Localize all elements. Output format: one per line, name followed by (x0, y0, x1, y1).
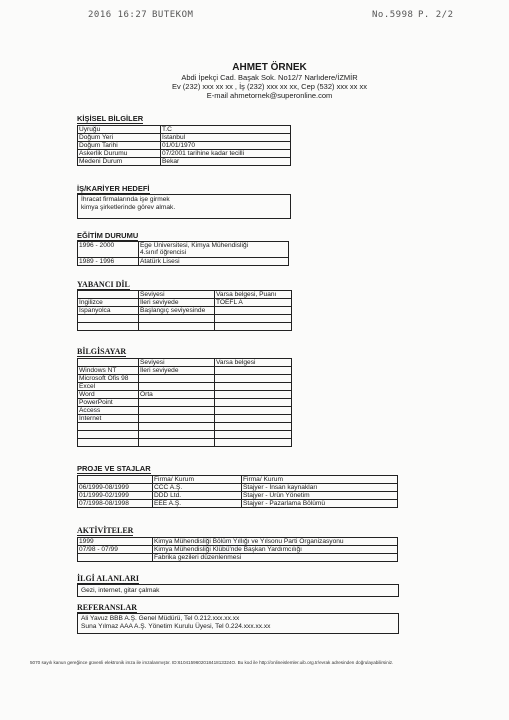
fax-page: P. 2/2 (418, 10, 454, 20)
table-cell: Seviyesi (139, 291, 215, 299)
table-row (78, 134, 291, 142)
table-header (78, 476, 398, 484)
table-row (78, 484, 398, 492)
table-row (78, 323, 292, 331)
phone-numbers: Ev (232) xxx xx xx , İş (232) xxx xx xx, Cep (532) xxx xx xx (171, 82, 368, 91)
table-row (78, 415, 292, 423)
fax-number: No.5998 (372, 10, 414, 20)
table-row (78, 546, 398, 554)
table-cell: Windows NT (78, 367, 139, 375)
table-cell: Kimya Mühendisliği Bölüm Yıllığı ve Yılsonu Parti Organizasyonu (153, 538, 398, 546)
table-row (78, 375, 292, 383)
table-cell (78, 359, 139, 367)
table-cell: Kimya Mühendisliği Klübü'nde Başkan Yardımcılığı (153, 546, 398, 554)
section-title-references: REFERANSLAR (77, 603, 138, 612)
table-cell: Firma/ Kurum (153, 476, 242, 484)
table-cell: İleri seviyede (139, 299, 215, 307)
table-cell (139, 399, 215, 407)
table-cell: 1989 - 1996 (78, 258, 139, 266)
table-cell: 1999 (78, 538, 153, 546)
table-cell: Stajyer - İnsan kaynakları (242, 484, 398, 492)
table-row (78, 383, 292, 391)
table-cell (139, 323, 215, 331)
table-row (78, 158, 291, 166)
fax-datetime: 2016 16:27 (88, 10, 148, 20)
table-cell: TOEFL A (215, 299, 292, 307)
table-cell: 01/1999-02/1999 (78, 492, 153, 500)
table-row (78, 307, 292, 315)
table-cell: DDD Ltd. (153, 492, 242, 500)
table-cell: İleri seviyede (139, 367, 215, 375)
table-header (78, 359, 292, 367)
table-cell: Orta (139, 391, 215, 399)
activities-table (77, 537, 398, 562)
table-cell (215, 407, 292, 415)
table-row (78, 431, 292, 439)
table-cell (215, 367, 292, 375)
table-cell (139, 375, 215, 383)
table-cell: 07/2001 tarihine kadar tecilli (161, 150, 291, 158)
table-cell (78, 323, 139, 331)
education-table (77, 241, 289, 266)
table-cell: Başlangıç seviyesinde (139, 307, 215, 315)
table-row (78, 423, 292, 431)
table-cell: İngilizce (78, 299, 139, 307)
table-cell: EEE A.Ş. (153, 500, 242, 508)
table-cell: Fabrika gezileri düzenlenmesi (153, 554, 398, 562)
table-cell (78, 554, 153, 562)
table-cell: CCC A.Ş. (153, 484, 242, 492)
table-cell: 07/1998-08/1998 (78, 500, 153, 508)
interests-box: Gezi, internet, gitar çalmak (77, 584, 399, 597)
table-cell: Excel (78, 383, 139, 391)
section-title-computer: BİLGİSAYAR (77, 347, 127, 356)
table-cell (215, 399, 292, 407)
section-title-education: EĞİTİM DURUMU (77, 231, 139, 240)
table-cell: 07/98 - 07/99 (78, 546, 153, 554)
section-title-languages: YABANCI DİL (77, 280, 130, 289)
table-cell (78, 315, 139, 323)
table-row (78, 150, 291, 158)
applicant-name: AHMET ÖRNEK (232, 62, 307, 73)
table-row (78, 391, 292, 399)
section-title-interests: İLGİ ALANLARI (77, 574, 140, 583)
reference-line: Ali Yavuz BBB A.Ş. Genel Müdürü, Tel 0.212.xxx.xx.xx (81, 615, 240, 622)
table-row (78, 242, 289, 258)
table-row (78, 315, 292, 323)
table-cell (139, 407, 215, 415)
table-cell: Microsoft Ofis 98 (78, 375, 139, 383)
section-title-projects: PROJE VE STAJLAR (77, 464, 151, 473)
table-cell (78, 423, 139, 431)
table-row (78, 399, 292, 407)
table-cell: Atatürk Lisesi (139, 258, 289, 266)
computer-table (77, 358, 292, 447)
email: E-mail ahmetornek@superonline.com (206, 91, 333, 100)
table-cell: Doğum Tarihi (78, 142, 161, 150)
cv-header (0, 62, 509, 100)
table-cell (215, 415, 292, 423)
objective-box (77, 194, 291, 219)
table-row (78, 299, 292, 307)
table-cell: Word (78, 391, 139, 399)
table-cell (215, 439, 292, 447)
table-row (78, 554, 398, 562)
table-cell: Seviyesi (139, 359, 215, 367)
table-cell (139, 423, 215, 431)
table-cell (215, 307, 292, 315)
section-title-personal: KİŞİSEL BİLGİLER (77, 114, 144, 123)
table-row (78, 367, 292, 375)
table-cell (78, 291, 139, 299)
section-title-objective: İŞ/KARİYER HEDEFİ (77, 184, 150, 193)
table-cell: Varsa belgesi, Puanı (215, 291, 292, 299)
table-cell: Access (78, 407, 139, 415)
table-cell (78, 439, 139, 447)
table-cell: Varsa belgesi (215, 359, 292, 367)
table-cell: 01/01/1970 (161, 142, 291, 150)
table-row (78, 407, 292, 415)
table-row (78, 500, 398, 508)
section-title-activities: AKTİVİTELER (77, 526, 134, 535)
e-signature-footer: 5070 sayılı kanun gereğince güvenli elektronik imza ile imzalanmıştır. ID:610415960201841813324O. Bu kod ile http://onlineislemler.uib.org.tr/evrak adresinden doğrulayabilirsiniz. (30, 660, 394, 665)
table-cell: Uyruğu (78, 126, 161, 134)
objective-line: İhracat firmalarında işe girmek (81, 196, 170, 203)
table-row (78, 126, 291, 134)
table-cell: Askerlik Durumu (78, 150, 161, 158)
address: Abdi İpekçi Cad. Başak Sok. No12/7 Narlıdere/İZMİR (181, 73, 358, 82)
projects-table (77, 475, 398, 508)
table-row (78, 142, 291, 150)
table-cell (215, 431, 292, 439)
table-cell: Medeni Durum (78, 158, 161, 166)
table-cell (78, 476, 153, 484)
table-cell: Doğum Yeri (78, 134, 161, 142)
table-cell: PowerPoint (78, 399, 139, 407)
table-cell (215, 315, 292, 323)
table-cell (215, 375, 292, 383)
languages-table (77, 290, 292, 331)
fax-sender: BUTEKOM (152, 10, 194, 20)
table-cell (215, 391, 292, 399)
table-cell (139, 439, 215, 447)
table-cell (139, 383, 215, 391)
table-cell: T.C (161, 126, 291, 134)
table-cell: Firma/ Kurum (242, 476, 398, 484)
table-cell (215, 383, 292, 391)
objective-line: kimya şirketlerinde görev almak. (81, 204, 176, 211)
table-cell (139, 315, 215, 323)
table-cell: İspanyolca (78, 307, 139, 315)
table-header (78, 291, 292, 299)
table-row (78, 258, 289, 266)
table-cell (139, 415, 215, 423)
table-cell: Ege Üniversitesi, Kimya Mühendisliği 4.sınıf öğrencisi (139, 242, 289, 258)
personal-table (77, 125, 291, 166)
table-cell (139, 431, 215, 439)
table-cell: 06/1999-08/1999 (78, 484, 153, 492)
table-cell: Stajyer - Ürün Yönetim (242, 492, 398, 500)
table-cell: Internet (78, 415, 139, 423)
table-cell: Stajyer - Pazarlama Bölümü (242, 500, 398, 508)
table-cell: Bekar (161, 158, 291, 166)
table-row (78, 492, 398, 500)
table-row (78, 538, 398, 546)
table-row (78, 439, 292, 447)
reference-line: Suna Yılmaz AAA A.Ş. Yönetim Kurulu Üyesi, Tel 0.224.xxx.xx.xx (81, 623, 271, 630)
references-box (77, 613, 399, 634)
table-cell: 1996 - 2000 (78, 242, 139, 258)
table-cell (215, 323, 292, 331)
table-cell (215, 423, 292, 431)
table-cell (78, 431, 139, 439)
table-cell: İstanbul (161, 134, 291, 142)
